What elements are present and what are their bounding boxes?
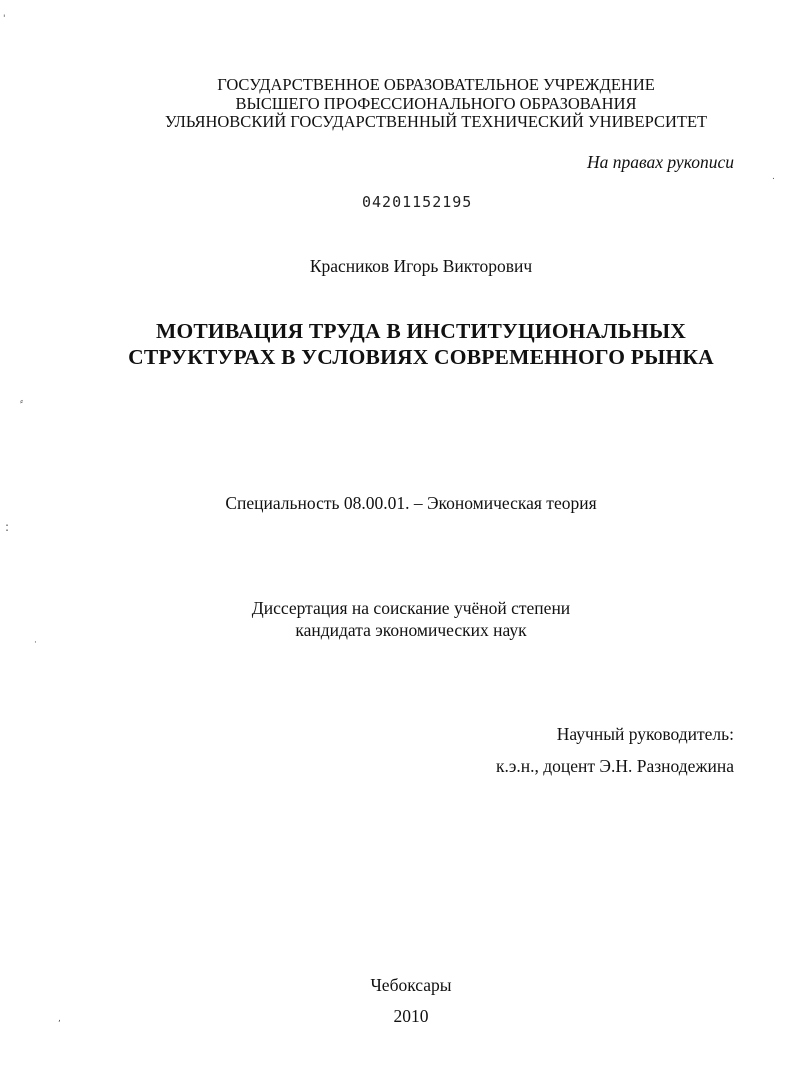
dissertation-degree-line-2: кандидата экономических наук: [295, 620, 527, 640]
institution-line-2: ВЫСШЕГО ПРОФЕССИОНАЛЬНОГО ОБРАЗОВАНИЯ: [235, 94, 637, 113]
supervisor-label: Научный руководитель:: [556, 724, 734, 744]
specialty: Специальность 08.00.01. – Экономическая теория: [225, 493, 597, 513]
author-name: Красников Игорь Викторович: [309, 256, 533, 276]
catalog-number: 04201152195: [362, 193, 473, 211]
institution-line-3: УЛЬЯНОВСКИЙ ГОСУДАРСТВЕННЫЙ ТЕХНИЧЕСКИЙ УНИВЕРСИТЕТ: [164, 112, 708, 131]
scan-mark: ⸗: [20, 397, 23, 407]
scan-mark: .: [772, 172, 775, 182]
dissertation-title-line-1: МОТИВАЦИЯ ТРУДА В ИНСТИТУЦИОНАЛЬНЫХ: [155, 319, 687, 343]
dissertation-degree-line-1: Диссертация на соискание учёной степени: [251, 598, 571, 618]
institution-line-1: ГОСУДАРСТВЕННОЕ ОБРАЗОВАТЕЛЬНОЕ УЧРЕЖДЕНИЕ: [217, 75, 655, 94]
year: 2010: [393, 1006, 429, 1026]
city: Чебоксары: [370, 975, 452, 995]
scan-mark: :: [5, 520, 10, 534]
manuscript-note: На правах рукописи: [587, 152, 734, 172]
scan-mark: ·: [34, 638, 37, 648]
dissertation-title-line-2: СТРУКТУРАХ В УСЛОВИЯХ СОВРЕМЕННОГО РЫНКА: [128, 345, 714, 369]
supervisor-name: к.э.н., доцент Э.Н. Разнодежина: [495, 756, 734, 776]
scan-mark: ': [3, 14, 6, 24]
scan-mark: ,: [58, 1014, 61, 1024]
